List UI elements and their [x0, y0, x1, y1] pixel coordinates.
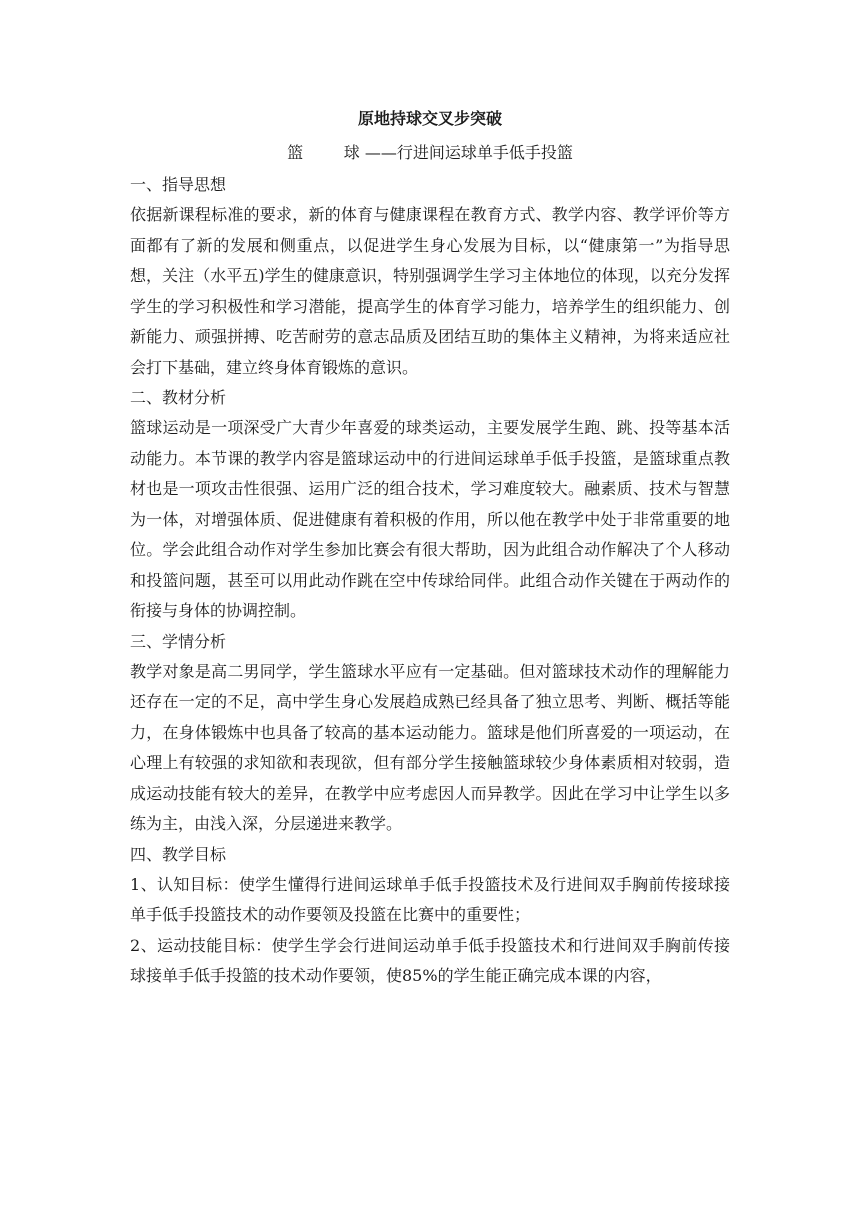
- document-title: 原地持球交叉步突破: [357, 109, 502, 128]
- section-paragraph: 篮球运动是一项深受广大青少年喜爱的球类运动，主要发展学生跑、跳、投等基本活动能力。本节课的教学内容是篮球运动中的行进间运球单手低手投篮，是篮球重点教材也是一项攻击性很强、运用广泛的组合技术，学习难度较大。融素质、技术与智慧为一体，对增强体质、促进健康有着积极的作用，所以他在教学中处于非常重要的地位。学会此组合动作对学生参加比赛会有很大帮助，因为此组合动作解决了个人移动和投篮问题，甚至可以用此动作跳在空中传球给同伴。此组合动作关键在于两动作的衔接与身体的协调控制。: [130, 418, 730, 620]
- section-heading-guiding-ideology: 一、指导思想: [130, 175, 227, 194]
- section-heading-teaching-objectives: 四、教学目标: [130, 844, 227, 864]
- objective-item-motor-skills: 2、运动技能目标：使学生学会行进间运动单手低手投篮技术和行进间双手胸前传接球接单手低手投篮的技术动作要领，使85%的学生能正确完成本课的内容，: [130, 935, 730, 985]
- section-paragraph: 教学对象是高二男同学，学生篮球水平应有一定基础。但对篮球技术动作的理解能力还存在一定的不足，高中学生身心发展趋成熟已经具备了独立思考、判断、概括等能力，在身体锻炼中也具备了较高的基本运动能力。篮球是他们所喜爱的一项运动，在心理上有较强的求知欲和表现欲，但有部分学生接触篮球较少身体素质相对较弱，造成运动技能有较大的差异，在教学中应考虑因人而异教学。因此在学习中让学生以多练为主，由浅入深，分层递进来教学。: [130, 661, 730, 833]
- section-paragraph: 依据新课程标准的要求，新的体育与健康课程在教育方式、教学内容、教学评价等方面都有了新的发展和侧重点，以促进学生身心发展为目标，以“健康第一”为指导思想，关注（水平五)学生的健康意识，特别强调学生学习主体地位的体现，以充分发挥学生的学习积极性和学习潜能，提高学生的体育学习能力，培养学生的组织能力、创新能力、顽强拼搏、吃苦耐劳的意志品质及团结互助的集体主义精神，为将来适应社会打下基础，建立终身体育锻炼的意识。: [130, 205, 730, 377]
- document-page: [130, 100, 730, 992]
- section-heading-material-analysis: 二、教材分析: [130, 388, 227, 407]
- section-heading-learner-analysis: 三、学情分析: [130, 631, 227, 651]
- document-subtitle: 篮 球 ——行进间运球单手低手投篮: [287, 143, 573, 162]
- objective-item-cognitive: 1、认知目标：使学生懂得行进间运球单手低手投篮技术及行进间双手胸前传接球接单手低手投篮技术的动作要领及投篮在比赛中的重要性；: [130, 874, 730, 924]
